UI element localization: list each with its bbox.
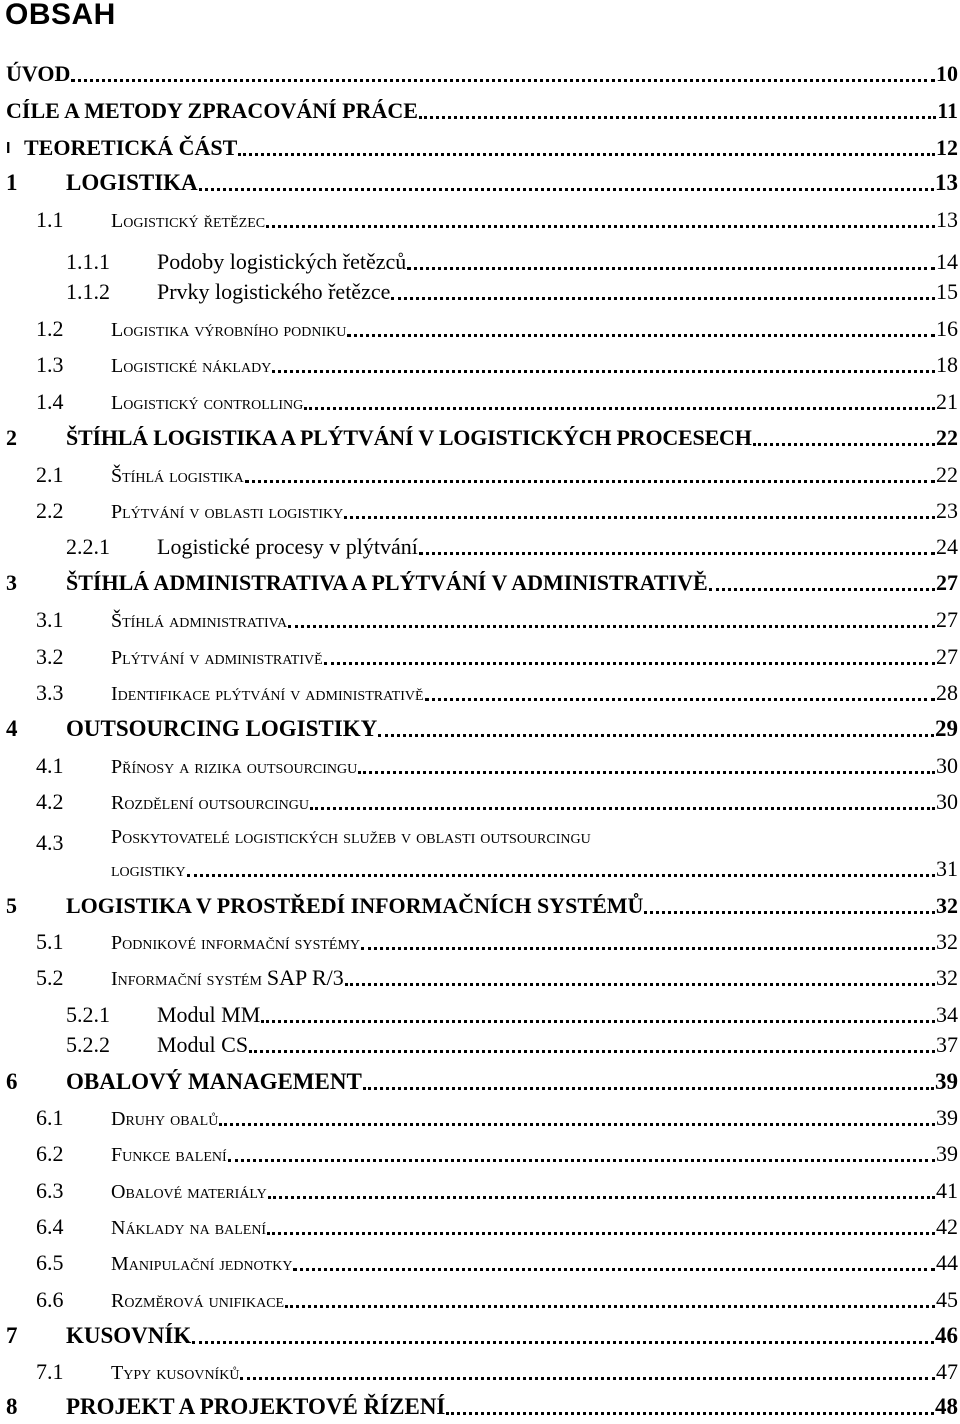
toc-entry-section-6-3[interactable] <box>0 1174 958 1208</box>
dot-leader <box>378 734 934 737</box>
toc-entry-section-1-4[interactable] <box>0 385 958 419</box>
toc-entry-title-part: Informační systém <box>111 968 267 990</box>
dot-leader <box>249 1050 935 1053</box>
toc-page-number: 27 <box>936 570 958 595</box>
toc-entry-number: 4.2 <box>36 789 64 814</box>
toc-entry-number: 5.2 <box>36 965 64 990</box>
toc-entry-chapter-1[interactable] <box>0 166 958 200</box>
toc-entry-section-3-3[interactable] <box>0 676 958 710</box>
dot-leader <box>261 1020 935 1023</box>
toc-entry-number: I <box>6 140 11 157</box>
toc-entry-title: KUSOVNÍK <box>66 1323 192 1348</box>
dot-leader <box>272 370 935 373</box>
toc-entry-section-7-1[interactable] <box>0 1355 958 1389</box>
toc-page-number: 15 <box>936 279 958 304</box>
toc-page-number: 47 <box>936 1359 958 1384</box>
toc-entry-chapter-4[interactable] <box>0 712 958 746</box>
toc-page-number: 39 <box>935 1069 958 1094</box>
dot-leader <box>228 1159 935 1162</box>
toc-page-number: 27 <box>936 644 958 669</box>
toc-entry-title: Druhy obalů <box>111 1108 219 1130</box>
toc-entry-title: Podoby logistických řetězců <box>157 249 407 274</box>
toc-entry-title-line1: Poskytovatelé logistických služeb v oblasti outsourcingu <box>111 826 591 848</box>
toc-page-number: 14 <box>936 249 958 274</box>
toc-entry-section-1-1[interactable] <box>0 203 958 237</box>
toc-entry-number: 3.1 <box>36 607 64 632</box>
dot-leader <box>407 267 935 270</box>
toc-page-number: 48 <box>935 1394 958 1419</box>
toc-entry-title: LOGISTIKA <box>66 170 198 195</box>
toc-entry-section-6-5[interactable] <box>0 1246 958 1280</box>
toc-entry-title <box>111 967 344 989</box>
toc-entry-number: 7 <box>6 1323 18 1348</box>
toc-entry-part-1[interactable] <box>0 131 958 165</box>
dot-leader <box>419 116 936 119</box>
toc-entry-subsection-2-2-1[interactable] <box>0 530 958 564</box>
page-title: OBSAH <box>5 0 116 31</box>
toc-entry-title: Plýtvání v administrativě <box>111 647 323 669</box>
toc-entry-section-4-2[interactable] <box>0 785 958 819</box>
toc-entry-title: Plýtvání v oblasti logistiky <box>111 501 344 523</box>
dot-leader <box>293 1268 935 1271</box>
toc-entry-number: 1 <box>6 170 18 195</box>
toc-entry-number: 6.4 <box>36 1214 64 1239</box>
toc-entry-section-3-2[interactable] <box>0 640 958 674</box>
dot-leader <box>71 79 935 82</box>
dot-leader <box>363 1087 934 1090</box>
toc-page-number: 39 <box>936 1105 958 1130</box>
toc-page-number: 29 <box>935 716 958 741</box>
toc-entry-chapter-2[interactable] <box>0 421 958 455</box>
toc-entry-chapter-3[interactable] <box>0 566 958 600</box>
toc-entry-number: 4.3 <box>36 830 64 855</box>
toc-entry-number: 6 <box>6 1069 18 1094</box>
toc-entry-uvod[interactable] <box>0 57 958 91</box>
toc-entry-section-2-2[interactable] <box>0 494 958 528</box>
toc-entry-title: Přínosy a rizika outsourcingu <box>111 756 358 778</box>
toc-entry-chapter-6[interactable] <box>0 1065 958 1099</box>
toc-entry-number: 5.2.2 <box>66 1032 110 1057</box>
toc-entry-number: 1.3 <box>36 352 64 377</box>
toc-entry-number: 2 <box>6 425 17 450</box>
toc-entry-number: 1.2 <box>36 316 64 341</box>
toc-page-number: 32 <box>936 965 958 990</box>
toc-entry-number: 3.2 <box>36 644 64 669</box>
dot-leader <box>219 1123 935 1126</box>
toc-entry-title: Logistika výrobního podniku <box>111 319 347 341</box>
toc-entry-number: 2.1 <box>36 462 64 487</box>
toc-entry-number: 3 <box>6 570 17 595</box>
toc-entry-section-4-1[interactable] <box>0 749 958 783</box>
dot-leader <box>419 552 935 555</box>
toc-entry-title: Štíhlá logistika <box>111 465 244 487</box>
toc-page-number: 34 <box>936 1002 958 1027</box>
toc-entry-title: ÚVOD <box>6 61 71 86</box>
toc-entry-number: 2.2.1 <box>66 534 110 559</box>
toc-entry-number: 5.1 <box>36 929 64 954</box>
toc-page-number: 27 <box>936 607 958 632</box>
toc-page-number: 23 <box>936 498 958 523</box>
toc-page-number: 39 <box>936 1141 958 1166</box>
toc-entry-section-2-1[interactable] <box>0 458 958 492</box>
toc-entry-number: 6.3 <box>36 1178 64 1203</box>
dot-leader <box>238 153 935 156</box>
toc-entry-number: 8 <box>6 1394 18 1419</box>
dot-leader <box>310 807 935 810</box>
dot-leader <box>268 1196 935 1199</box>
dot-leader <box>266 225 935 228</box>
dot-leader <box>285 1305 935 1308</box>
toc-page-number: 22 <box>936 462 958 487</box>
dot-leader <box>347 334 935 337</box>
toc-entry-number: 6.6 <box>36 1287 64 1312</box>
toc-entry-number: 7.1 <box>36 1359 64 1384</box>
toc-entry-number: 5 <box>6 893 17 918</box>
toc-entry-title: OUTSOURCING LOGISTIKY <box>66 716 378 741</box>
dot-leader <box>199 188 934 191</box>
toc-entry-title: Náklady na balení <box>111 1217 267 1239</box>
toc-entry-chapter-7[interactable] <box>0 1319 958 1353</box>
toc-entry-title: Modul MM <box>157 1002 261 1027</box>
toc-page-number: 24 <box>936 534 958 559</box>
dot-leader <box>345 983 935 986</box>
toc-entry-section-5-1[interactable] <box>0 925 958 959</box>
toc-entry-title: Logistické procesy v plýtvání <box>157 534 418 559</box>
dot-leader <box>361 947 935 950</box>
toc-entry-title: Rozměrová unifikace <box>111 1290 285 1312</box>
dot-leader <box>425 698 935 701</box>
dot-leader <box>245 480 935 483</box>
toc-page-number: 37 <box>936 1032 958 1057</box>
toc-entry-title: TEORETICKÁ ČÁST <box>24 135 238 160</box>
toc-entry-title: Funkce balení <box>111 1144 227 1166</box>
toc-entry-number: 6.5 <box>36 1250 64 1275</box>
toc-entry-subsection-5-2-1[interactable] <box>0 998 958 1032</box>
toc-entry-title: Logistický controlling <box>111 392 304 414</box>
toc-page-number: 32 <box>936 929 958 954</box>
toc-entry-title: Obalové materiály <box>111 1181 267 1203</box>
toc-entry-number: 1.1 <box>36 207 64 232</box>
toc-entry-subsection-1-1-1[interactable] <box>0 245 958 279</box>
toc-page-number: 32 <box>936 893 958 918</box>
toc-entry-subsection-5-2-2[interactable] <box>0 1028 958 1062</box>
toc-page-number: 30 <box>936 789 958 814</box>
dot-leader <box>753 443 935 446</box>
toc-entry-section-1-2[interactable] <box>0 312 958 346</box>
dot-leader <box>267 1232 935 1235</box>
toc-entry-number: 6.2 <box>36 1141 64 1166</box>
toc-entry-number: 1.1.1 <box>66 249 110 274</box>
toc-entry-title-part: SAP R/3 <box>266 965 344 990</box>
toc-entry-number: 1.1.2 <box>66 279 110 304</box>
toc-entry-number: 4 <box>6 716 18 741</box>
toc-entry-number: 5.2.1 <box>66 1002 110 1027</box>
toc-page-number: 41 <box>936 1178 958 1203</box>
dot-leader <box>192 1341 934 1344</box>
dot-leader <box>304 407 935 410</box>
toc-entry-section-6-4[interactable] <box>0 1210 958 1244</box>
toc-entry-cile[interactable] <box>0 94 958 128</box>
toc-entry-number: 6.1 <box>36 1105 64 1130</box>
dot-leader <box>644 911 935 914</box>
dot-leader <box>358 771 935 774</box>
toc-page-number: 10 <box>936 61 958 86</box>
dot-leader <box>324 662 935 665</box>
toc-entry-number: 4.1 <box>36 753 64 778</box>
dot-leader <box>240 1377 935 1380</box>
dot-leader <box>288 625 935 628</box>
toc-entry-title: ŠTÍHLÁ LOGISTIKA A PLÝTVÁNÍ V LOGISTICKÝCH PROCESECH <box>66 425 752 450</box>
toc-entry-number: 3.3 <box>36 680 64 705</box>
toc-entry-title: LOGISTIKA V PROSTŘEDÍ INFORMAČNÍCH SYSTÉMŮ <box>66 893 644 918</box>
dot-leader <box>391 297 935 300</box>
toc-entry-number: 1.4 <box>36 389 64 414</box>
toc-page-number: 31 <box>936 856 958 881</box>
toc-page-number: 44 <box>936 1250 958 1275</box>
toc-entry-number: 2.2 <box>36 498 64 523</box>
toc-page-number: 18 <box>936 352 958 377</box>
dot-leader <box>187 874 935 877</box>
toc-entry-chapter-5[interactable] <box>0 889 958 923</box>
toc-page-number: 13 <box>936 207 958 232</box>
toc-page-number: 30 <box>936 753 958 778</box>
toc-entry-title: logistiky <box>111 859 186 881</box>
toc-entry-title: Rozdělení outsourcingu <box>111 792 309 814</box>
toc-entry-title: Štíhlá administrativa <box>111 610 288 632</box>
toc-entry-title: Modul CS <box>157 1032 249 1057</box>
toc-entry-section-6-1[interactable] <box>0 1101 958 1135</box>
toc-entry-section-1-3[interactable] <box>0 348 958 382</box>
toc-page-number: 46 <box>935 1323 958 1348</box>
toc-entry-title: OBALOVÝ MANAGEMENT <box>66 1069 362 1094</box>
toc-entry-title: Manipulační jednotky <box>111 1253 293 1275</box>
toc-entry-title: ŠTÍHLÁ ADMINISTRATIVA A PLÝTVÁNÍ V ADMINISTRATIVĚ <box>66 570 708 595</box>
toc-entry-title: Prvky logistického řetězce <box>157 279 391 304</box>
toc-entry-title: Logistický řetězec <box>111 210 266 232</box>
toc-entry-title: Identifikace plýtvání v administrativě <box>111 683 424 705</box>
toc-entry-title: Logistické náklady <box>111 355 272 377</box>
toc-entry-section-5-2[interactable] <box>0 961 958 995</box>
toc-entry-section-3-1[interactable] <box>0 603 958 637</box>
toc-page-number: 11 <box>937 98 958 123</box>
toc-page-number: 13 <box>935 170 958 195</box>
toc-entry-title: Typy kusovníků <box>111 1362 240 1384</box>
toc-entry-section-6-2[interactable] <box>0 1137 958 1171</box>
toc-entry-section-6-6[interactable] <box>0 1283 958 1317</box>
toc-page-number: 22 <box>936 425 958 450</box>
dot-leader <box>709 588 935 591</box>
toc-page-number: 12 <box>936 135 958 160</box>
toc-page-number: 42 <box>936 1214 958 1239</box>
toc-entry-subsection-1-1-2[interactable] <box>0 275 958 309</box>
toc-page-number: 21 <box>936 389 958 414</box>
dot-leader <box>344 516 935 519</box>
dot-leader <box>446 1412 934 1415</box>
toc-entry-title: Podnikové informační systémy <box>111 932 361 954</box>
toc-entry-title: CÍLE A METODY ZPRACOVÁNÍ PRÁCE <box>6 98 418 123</box>
toc-page-number: 28 <box>936 680 958 705</box>
toc-page-number: 45 <box>936 1287 958 1312</box>
toc-entry-title: PROJEKT A PROJEKTOVÉ ŘÍZENÍ <box>66 1394 446 1419</box>
toc-page-number: 16 <box>936 316 958 341</box>
